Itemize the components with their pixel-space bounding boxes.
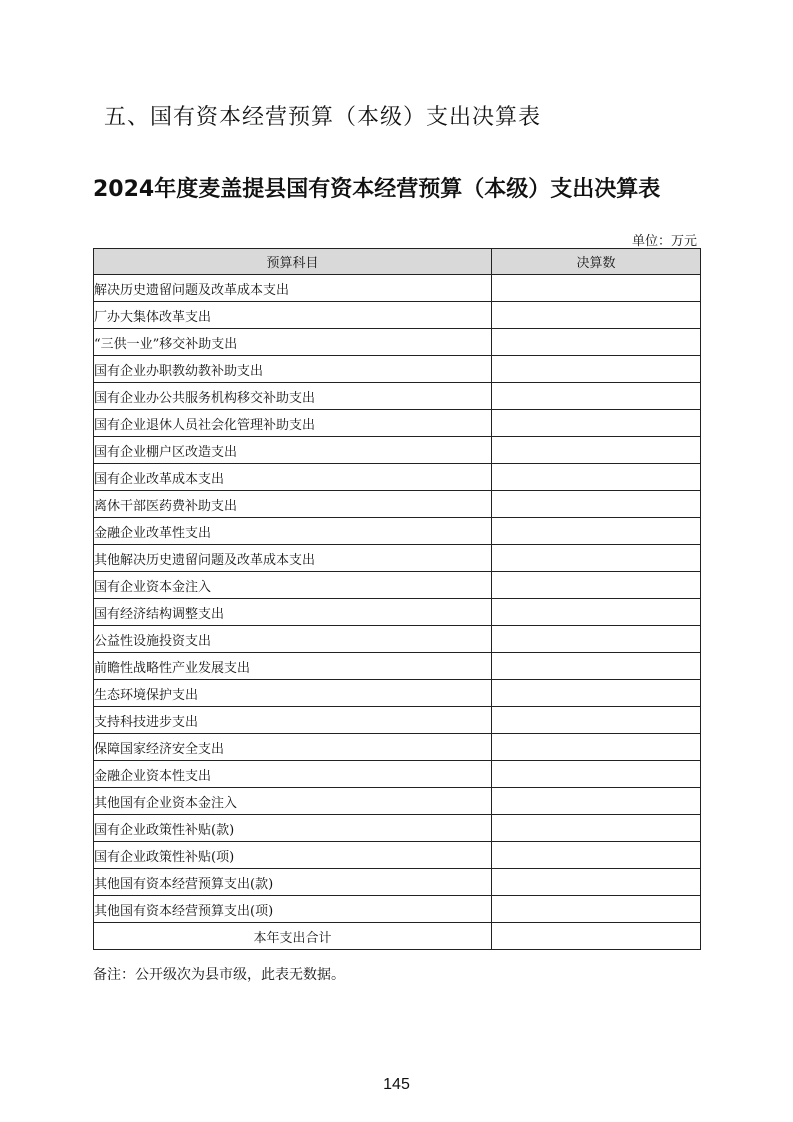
row-amount	[492, 464, 701, 491]
row-subject: 生态环境保护支出	[94, 680, 492, 707]
row-amount	[492, 653, 701, 680]
row-amount	[492, 572, 701, 599]
row-subject: “三供一业”移交补助支出	[94, 329, 492, 356]
row-amount	[492, 842, 701, 869]
total-label: 本年支出合计	[94, 923, 492, 950]
row-subject: 国有企业棚户区改造支出	[94, 437, 492, 464]
unit-label: 单位：万元	[631, 234, 697, 249]
table-body	[94, 275, 701, 923]
table-row	[94, 734, 701, 761]
row-amount	[492, 599, 701, 626]
row-subject: 离休干部医药费补助支出	[94, 491, 492, 518]
row-subject: 保障国家经济安全支出	[94, 734, 492, 761]
row-subject: 厂办大集体改革支出	[94, 302, 492, 329]
table-row	[94, 383, 701, 410]
row-subject: 国有企业办职教幼教补助支出	[94, 356, 492, 383]
section-heading: 五、国有资本经营预算（本级）支出决算表	[104, 105, 542, 130]
row-amount	[492, 707, 701, 734]
row-amount	[492, 491, 701, 518]
row-subject: 其他国有企业资本金注入	[94, 788, 492, 815]
row-subject: 前瞻性战略性产业发展支出	[94, 653, 492, 680]
row-subject: 国有企业退休人员社会化管理补助支出	[94, 410, 492, 437]
row-amount	[492, 869, 701, 896]
table-row	[94, 815, 701, 842]
row-subject: 国有经济结构调整支出	[94, 599, 492, 626]
table-row	[94, 572, 701, 599]
row-amount	[492, 275, 701, 302]
row-amount	[492, 545, 701, 572]
table-footer	[94, 923, 701, 950]
row-amount	[492, 518, 701, 545]
row-amount	[492, 437, 701, 464]
row-subject: 解决历史遗留问题及改革成本支出	[94, 275, 492, 302]
table-row	[94, 410, 701, 437]
expenditure-table	[93, 248, 701, 950]
row-subject: 其他国有资本经营预算支出(款)	[94, 869, 492, 896]
row-amount	[492, 383, 701, 410]
table-row	[94, 869, 701, 896]
table-row	[94, 302, 701, 329]
table-row	[94, 464, 701, 491]
footnote: 备注：公开级次为县市级，此表无数据。	[93, 967, 345, 983]
header-row	[94, 249, 701, 275]
table-row	[94, 599, 701, 626]
table-row	[94, 356, 701, 383]
row-subject: 国有企业办公共服务机构移交补助支出	[94, 383, 492, 410]
table-row	[94, 788, 701, 815]
row-amount	[492, 410, 701, 437]
row-subject: 支持科技进步支出	[94, 707, 492, 734]
table-row	[94, 491, 701, 518]
row-amount	[492, 761, 701, 788]
column-header-subject: 预算科目	[94, 249, 492, 275]
row-amount	[492, 788, 701, 815]
table-row	[94, 707, 701, 734]
table-row	[94, 761, 701, 788]
document-title: 2024年度麦盖提县国有资本经营预算（本级）支出决算表	[93, 177, 661, 202]
table-row	[94, 329, 701, 356]
row-subject: 金融企业资本性支出	[94, 761, 492, 788]
row-amount	[492, 626, 701, 653]
column-header-amount: 决算数	[492, 249, 701, 275]
table-row	[94, 626, 701, 653]
row-amount	[492, 734, 701, 761]
row-subject: 金融企业改革性支出	[94, 518, 492, 545]
row-amount	[492, 302, 701, 329]
row-subject: 国有企业政策性补贴(项)	[94, 842, 492, 869]
table-row	[94, 680, 701, 707]
row-subject: 其他国有资本经营预算支出(项)	[94, 896, 492, 923]
table-row	[94, 275, 701, 302]
table-row	[94, 437, 701, 464]
row-subject: 国有企业改革成本支出	[94, 464, 492, 491]
row-subject: 其他解决历史遗留问题及改革成本支出	[94, 545, 492, 572]
total-row	[94, 923, 701, 950]
table-header	[94, 249, 701, 275]
row-subject: 国有企业资本金注入	[94, 572, 492, 599]
row-amount	[492, 356, 701, 383]
row-subject: 公益性设施投资支出	[94, 626, 492, 653]
row-amount	[492, 680, 701, 707]
total-amount	[492, 923, 701, 950]
row-amount	[492, 815, 701, 842]
table-row	[94, 545, 701, 572]
table-row	[94, 896, 701, 923]
table-row	[94, 653, 701, 680]
table-row	[94, 518, 701, 545]
row-subject: 国有企业政策性补贴(款)	[94, 815, 492, 842]
table-row	[94, 842, 701, 869]
row-amount	[492, 329, 701, 356]
page-number: 145	[383, 1076, 410, 1093]
row-amount	[492, 896, 701, 923]
